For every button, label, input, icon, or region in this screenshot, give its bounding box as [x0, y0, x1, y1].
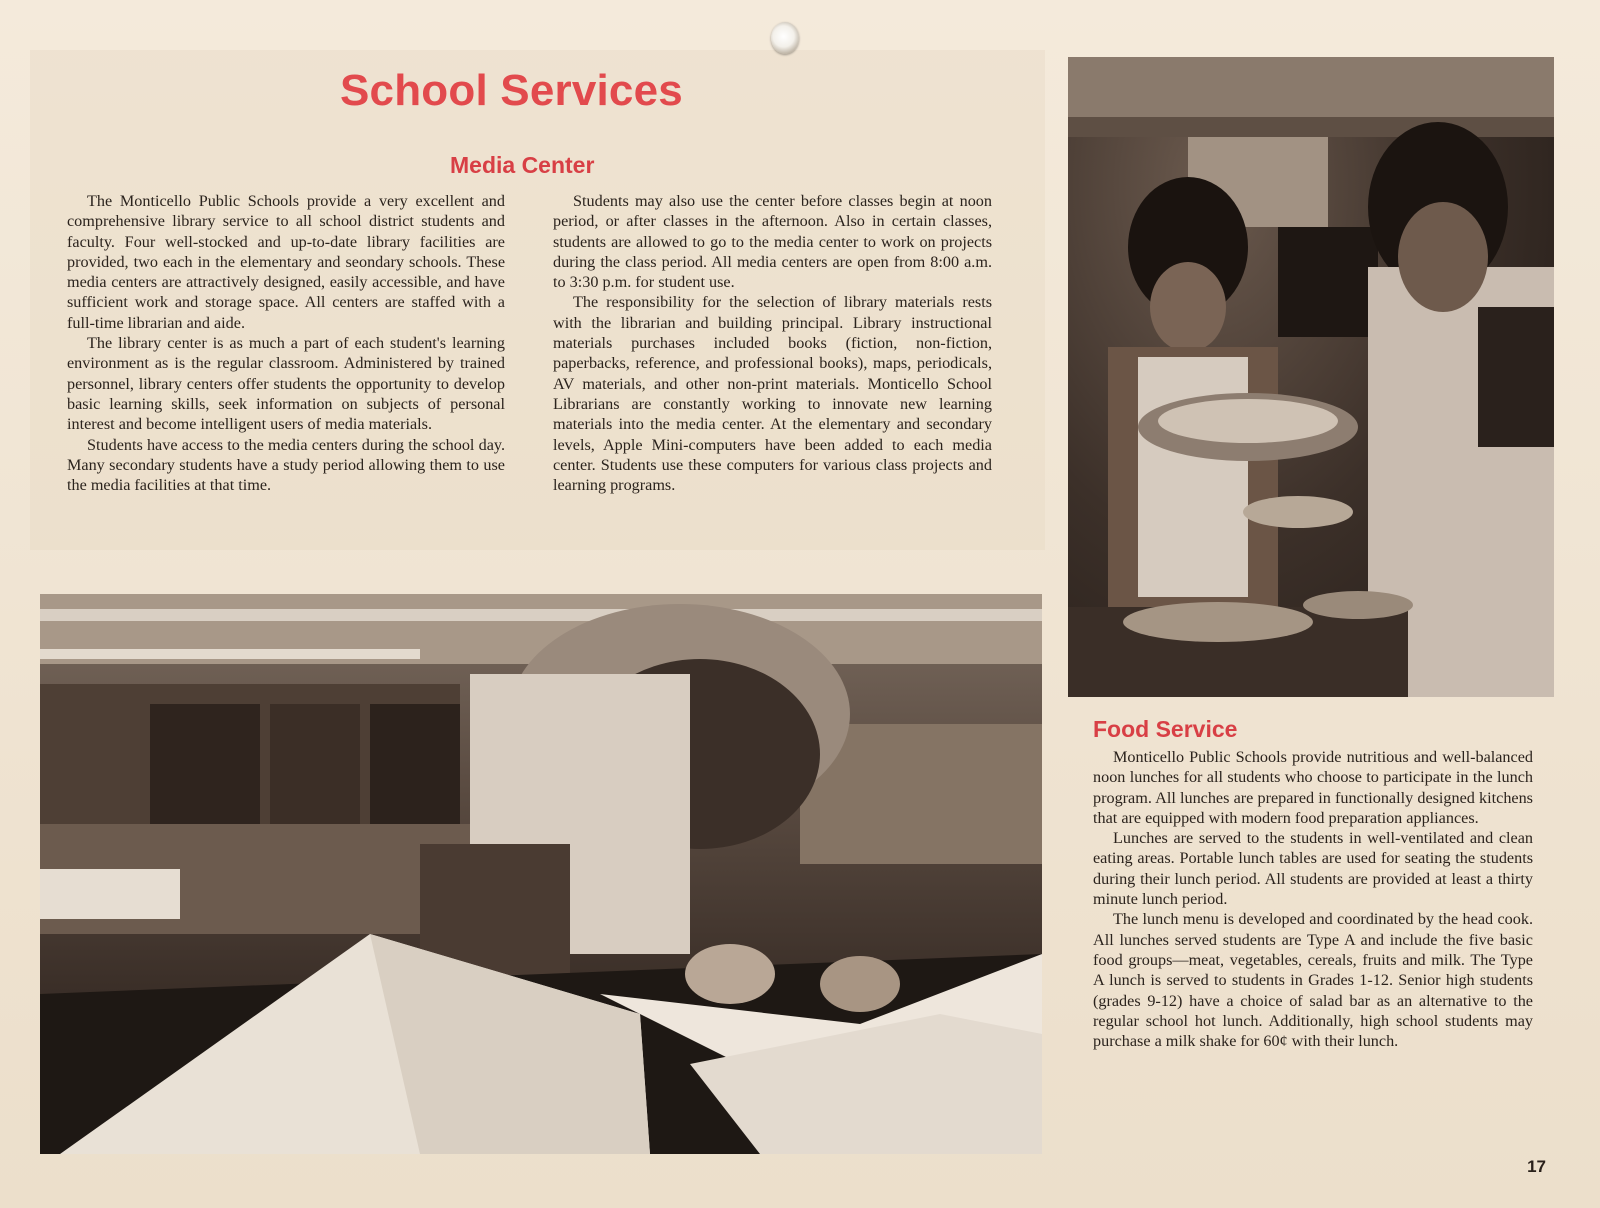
page-number: 17 — [1527, 1157, 1546, 1176]
media-paragraph: Students may also use the center before classes begin at noon period, or after classes in the afternoon. Also in certain classes, students are allowed to go to the media center to work on projects during the class period. All media centers are open from 8:00 a.m. to 3:30 p.m. for student use. — [553, 192, 992, 292]
media-center-column-1 — [67, 191, 505, 495]
food-service-column — [1093, 747, 1533, 1051]
media-paragraph: The library center is as much a part of each student's learning environment as is the regular classroom. Administered by trained personnel, library centers offer students the opportunity to develop basic learning skills, seek information on subjects of personal interest and become intelligent users of media materials. — [67, 334, 505, 434]
media-center-heading: Media Center — [450, 152, 595, 178]
media-center-column-2 — [553, 191, 992, 495]
media-paragraph: The responsibility for the selection of library materials rests with the librarian and building principal. Library instructional materials purchases included books (fiction, non-fiction, paperbacks, reference, and professional books), maps, periodicals, AV materials, and other non-print materials. Monticello School Librarians are constantly working to innovate new learning materials into the media center. At the elementary and secondary levels, Apple Mini-computers have been added to each media center. Students use these computers for various class projects and learning programs. — [553, 293, 992, 495]
food-paragraph: The lunch menu is developed and coordinated by the head cook. All lunches served students are Type A and include the five basic food groups—meat, vegetables, cereals, fruits and milk. The Type A lunch is served to students in Grades 1-12. Senior high students (grades 9-12) have a choice of salad bar as an alternative to the regular school hot lunch. Additionally, high school students may purchase a milk shake for 60¢ with their lunch. — [1093, 910, 1533, 1051]
page-title: School Services — [340, 66, 683, 115]
media-paragraph: Students have access to the media centers during the school day. Many secondary students have a study period allowing them to use the media facilities at that time. — [67, 435, 505, 495]
food-paragraph: Monticello Public Schools provide nutritious and well-balanced noon lunches for all students who choose to participate in the lunch program. All lunches are prepared in functionally designed kitchens that are equipped with modern food preparation appliances. — [1093, 748, 1533, 827]
binder-punch-hole — [771, 22, 799, 54]
media-paragraph: The Monticello Public Schools provide a very excellent and comprehensive library service to all school district students and faculty. Four well-stocked and up-to-date library facilities are provided, two each in the elementary and seondary schools. These media centers are attractively designed, easily accessible, and have sufficient work and storage space. All centers are staffed with a full-time librarian and aide. — [67, 192, 505, 332]
kitchen-scene-illustration — [1068, 57, 1554, 697]
library-scene-illustration — [40, 594, 1042, 1154]
food-service-heading: Food Service — [1093, 716, 1238, 742]
food-service-photo — [1068, 57, 1554, 697]
library-student-photo — [40, 594, 1042, 1154]
food-paragraph: Lunches are served to the students in well-ventilated and clean eating areas. Portable lunch tables are used for seating the students during their lunch period. All students are provided at least a thirty minute lunch period. — [1093, 829, 1533, 909]
